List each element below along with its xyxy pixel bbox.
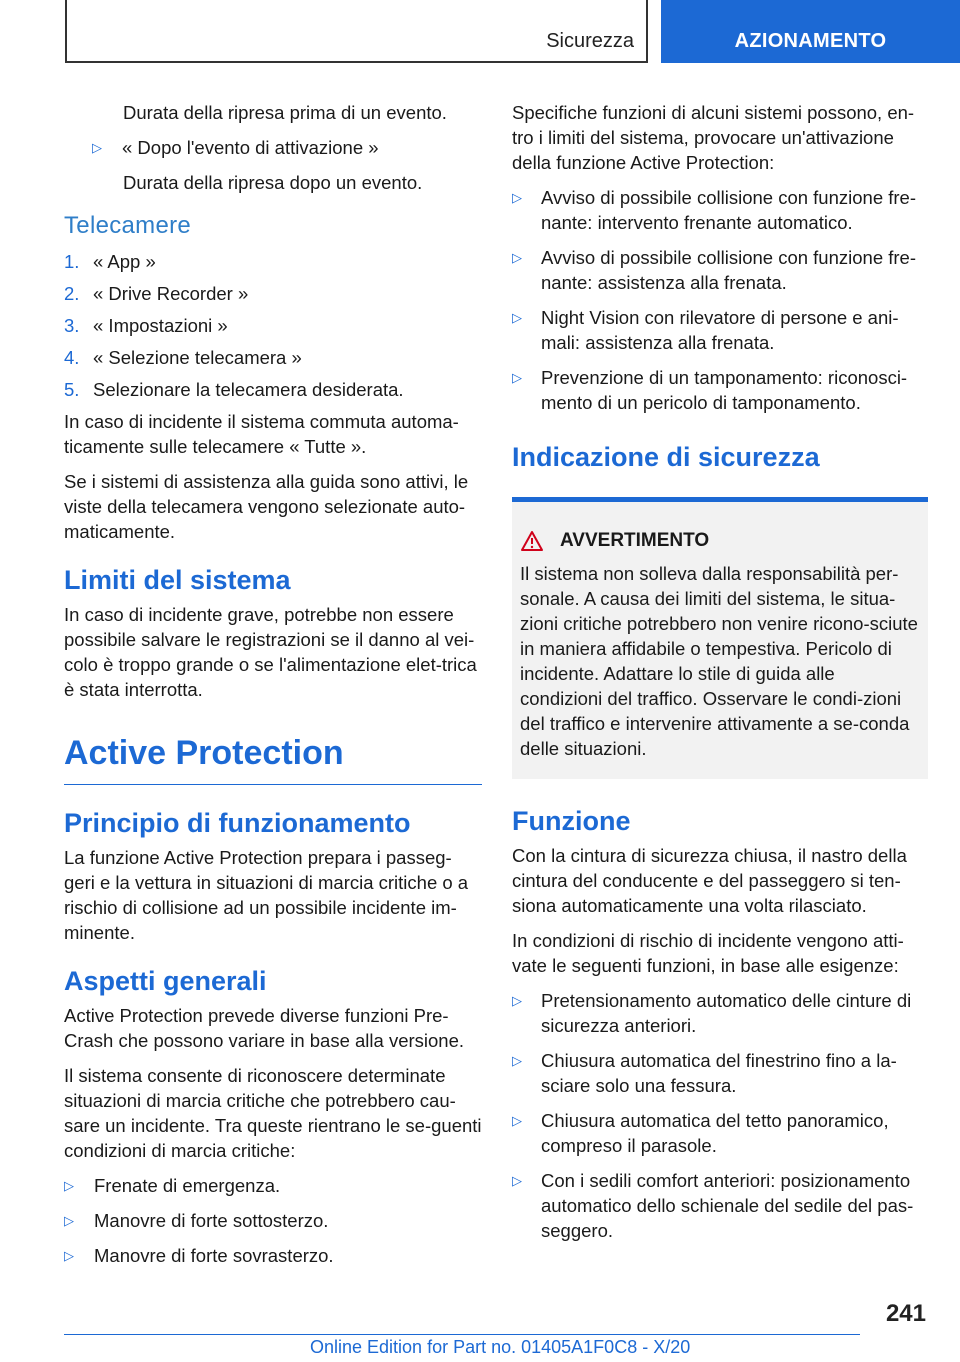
triangle-right-icon: ▷ <box>512 1053 522 1068</box>
list-item <box>512 365 928 415</box>
step-item <box>64 313 482 338</box>
step-text: « Selezione telecamera » <box>93 347 302 368</box>
step-item <box>64 345 482 370</box>
list-item-text: Frenate di emergenza. <box>94 1175 281 1196</box>
sicurezza-heading: Indicazione di sicurezza <box>512 442 820 472</box>
triangle-right-icon: ▷ <box>512 993 522 1008</box>
active-protection-heading: Active Protection <box>64 732 482 785</box>
header-section-title: Sicurezza <box>546 30 634 52</box>
list-item-text: Con i sedili comfort anteriori: posizionamento automatico dello schienale del sedile del pas-seggero. <box>541 1170 914 1241</box>
list-item <box>512 1108 928 1158</box>
list-item-text: Avviso di possibile collisione con funzione fre-nante: intervento frenante automatico. <box>541 187 916 233</box>
after-item-desc: Durata della ripresa dopo un evento. <box>123 172 423 193</box>
list-item <box>512 245 928 295</box>
telecamere-paragraph: In caso di incidente il sistema commuta automa-ticamente sulle telecamere « Tutte ». <box>64 411 459 457</box>
list-item-text: Prevenzione di un tamponamento: riconosci-mento di un pericolo di tamponamento. <box>541 367 908 413</box>
list-item <box>512 185 928 235</box>
step-item <box>64 281 482 306</box>
triangle-right-icon: ▷ <box>512 1173 522 1188</box>
step-item <box>64 377 482 402</box>
left-column <box>64 100 482 1278</box>
step-number: 3. <box>64 315 80 336</box>
header-chapter-label: AZIONAMENTO <box>734 30 887 52</box>
list-item-text: Pretensionamento automatico delle cinture di sicurezza anteriori. <box>541 990 912 1036</box>
triangle-right-icon: ▷ <box>64 1178 74 1193</box>
intro-line: Durata della ripresa prima di un evento. <box>123 102 447 123</box>
step-text: Selezionare la telecamera desiderata. <box>93 379 404 400</box>
telecamere-paragraph: Se i sistemi di assistenza alla guida sono attivi, le viste della telecamera vengono selezionate auto-maticamente. <box>64 471 469 542</box>
list-item <box>512 305 928 355</box>
triangle-right-icon: ▷ <box>92 140 102 155</box>
triangle-right-icon: ▷ <box>512 370 522 385</box>
telecamere-heading: Telecamere <box>64 212 192 239</box>
warning-text: Il sistema non solleva dalla responsabilità per-sonale. A causa dei limiti del sistema, le situa-zioni critiche potrebbero non venire ricono-sciute in maniera affidabile o tempestiva. Pericolo di incidente. Adattare lo stile di guida alle condizioni del traffico. Osservare le condi-zioni del traffico e intervenire attivamente a se-conda delle situazioni. <box>520 563 918 759</box>
list-item-text: Manovre di forte sottosterzo. <box>94 1210 329 1231</box>
aspetti-paragraph: Active Protection prevede diverse funzioni Pre-Crash che possono variare in base alla versione. <box>64 1005 465 1051</box>
header-chapter-tab[interactable] <box>661 0 960 63</box>
step-number: 1. <box>64 251 80 272</box>
warning-box <box>512 497 928 779</box>
triangle-right-icon: ▷ <box>64 1213 74 1228</box>
right-column <box>512 100 928 1253</box>
list-item-text: « Dopo l'evento di attivazione » <box>122 137 379 158</box>
warning-title: AVVERTIMENTO <box>560 530 710 551</box>
footer-edition[interactable]: Online Edition for Part no. 01405A1F0C8 - X/20 <box>310 1337 691 1357</box>
list-item-text: Avviso di possibile collisione con funzione fre-nante: assistenza alla frenata. <box>541 247 916 293</box>
principio-paragraph: La funzione Active Protection prepara i passeg-geri e la vettura in situazioni di marcia critiche o a rischio di collisione ad un possibile incidente im-minente. <box>64 847 469 943</box>
step-text: « Drive Recorder » <box>93 283 249 304</box>
list-item <box>512 1048 928 1098</box>
list-item-text: Night Vision con rilevatore di persone e ani-mali: assistenza alla frenata. <box>541 307 899 353</box>
step-text: « App » <box>93 251 156 272</box>
funzione-paragraph: Con la cintura di sicurezza chiusa, il nastro della cintura del conducente e del passeggero si ten-siona automaticamente una volta rilasciato. <box>512 845 907 916</box>
limiti-paragraph: In caso di incidente grave, potrebbe non essere possibile salvare le registrazioni se il danno al vei-colo è troppo grande o se l'alimentazione elet-trica è stata interrotta. <box>64 604 477 700</box>
footer-divider <box>64 1334 860 1335</box>
page-number: 241 <box>885 1300 926 1327</box>
aspetti-paragraph: Il sistema consente di riconoscere determinate situazioni di marcia critiche che potrebbero cau-sare un incidente. Tra queste rientrano le se-guenti condizioni di marcia critiche: <box>64 1065 482 1161</box>
triangle-right-icon: ▷ <box>512 310 522 325</box>
list-item <box>64 135 482 160</box>
step-text: « Impostazioni » <box>93 315 228 336</box>
list-item <box>64 1243 482 1268</box>
principio-heading: Principio di funzionamento <box>64 808 411 838</box>
triangle-right-icon: ▷ <box>512 1113 522 1128</box>
list-item-text: Chiusura automatica del finestrino fino a la-sciare solo una fessura. <box>541 1050 897 1096</box>
list-item <box>512 1168 928 1243</box>
list-item-text: Manovre di forte sovrasterzo. <box>94 1245 334 1266</box>
funzione-heading: Funzione <box>512 806 631 836</box>
step-number: 5. <box>64 379 80 400</box>
list-item <box>64 1173 482 1198</box>
funzione-paragraph: In condizioni di rischio di incidente vengono atti-vate le seguenti funzioni, in base alle esigenze: <box>512 930 904 976</box>
triangle-right-icon: ▷ <box>64 1248 74 1263</box>
step-item <box>64 249 482 274</box>
warning-title-row <box>520 528 920 553</box>
triangle-right-icon: ▷ <box>512 190 522 205</box>
aspetti-heading: Aspetti generali <box>64 966 267 996</box>
triangle-right-icon: ▷ <box>512 250 522 265</box>
limiti-heading: Limiti del sistema <box>64 565 291 595</box>
warning-triangle-icon <box>520 530 560 552</box>
right-intro-paragraph: Specifiche funzioni di alcuni sistemi possono, en-tro i limiti del sistema, provocare un'attivazione della funzione Active Protection: <box>512 102 915 173</box>
list-item-text: Chiusura automatica del tetto panoramico, compreso il parasole. <box>541 1110 889 1156</box>
step-number: 4. <box>64 347 80 368</box>
list-item <box>64 1208 482 1233</box>
step-number: 2. <box>64 283 80 304</box>
list-item <box>512 988 928 1038</box>
header-section-box <box>65 0 648 63</box>
